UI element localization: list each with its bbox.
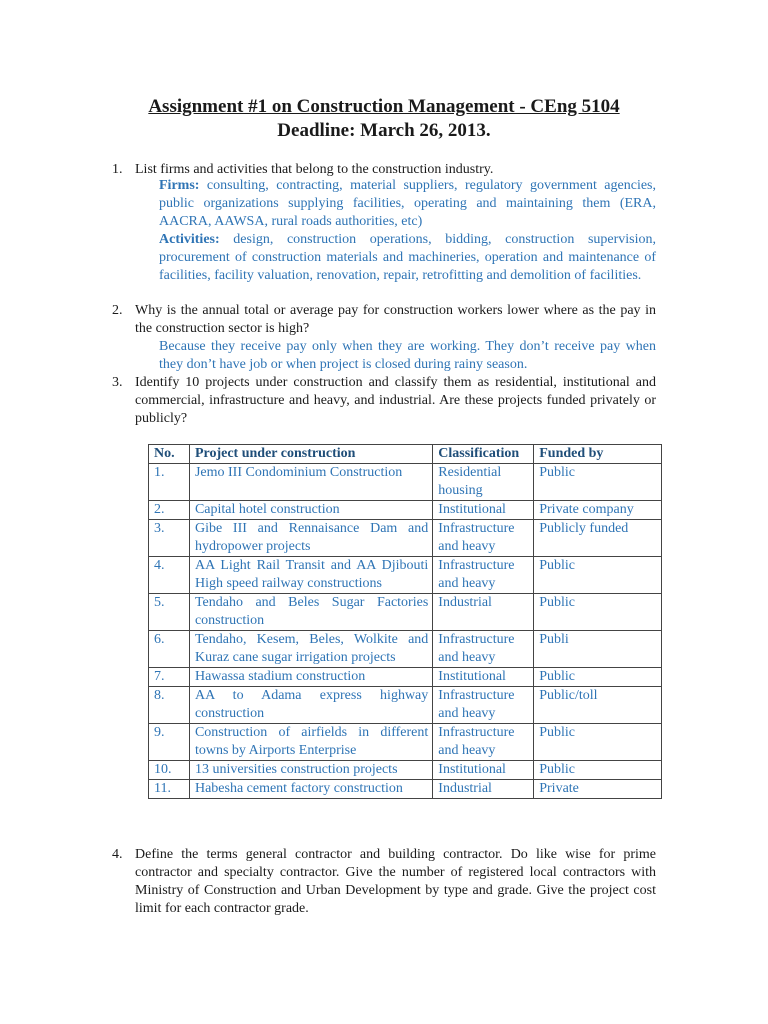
cell-funded-by: Publicly funded xyxy=(534,520,662,557)
firms-label: Firms: xyxy=(159,178,200,193)
cell-classification: Institutional xyxy=(433,501,534,520)
cell-project: Capital hotel construction xyxy=(189,501,432,520)
cell-funded-by: Publi xyxy=(534,631,662,668)
cell-no: 10. xyxy=(149,761,190,780)
cell-classification: Industrial xyxy=(433,594,534,631)
cell-project: Tendaho, Kesem, Beles, Wolkite and Kuraz cane sugar irrigation projects xyxy=(189,631,432,668)
question-number: 1. xyxy=(112,162,123,177)
question-number: 4. xyxy=(112,847,123,862)
cell-no: 11. xyxy=(149,780,190,799)
question-number: 2. xyxy=(112,303,123,318)
answer-1-firms xyxy=(159,177,656,231)
table-row xyxy=(149,761,662,780)
firms-text: consulting, contracting, material suppliers, regulatory government agencies, public organizations supplying facilities, operating and maintaining them (ERA, AACRA, AAWSA, rural roads authorities, etc) xyxy=(159,178,656,229)
cell-funded-by: Public xyxy=(534,724,662,761)
answer-2: Because they receive pay only when they are working. They don’t receive pay when they don’t have job or when project is closed during rainy season. xyxy=(159,339,656,372)
table-row xyxy=(149,724,662,761)
cell-no: 5. xyxy=(149,594,190,631)
cell-no: 8. xyxy=(149,687,190,724)
cell-project: Habesha cement factory construction xyxy=(189,780,432,799)
question-text: Identify 10 projects under construction and classify them as residential, institutional and commercial, infrastructure and heavy, and industrial. Are these projects funded privately or publicly? xyxy=(135,375,656,426)
table-row xyxy=(149,687,662,724)
cell-classification: Institutional xyxy=(433,668,534,687)
cell-no: 1. xyxy=(149,464,190,501)
table-row xyxy=(149,501,662,520)
activities-text: design, construction operations, bidding, construction supervision, procurement of construction materials and machineries, operation and maintenance of facilities, facility valuation, renovation, repair, retrofitting and demolition of facilities. xyxy=(159,232,656,283)
question-number: 3. xyxy=(112,375,123,390)
header-no: No. xyxy=(149,445,190,464)
table-row xyxy=(149,464,662,501)
table-row xyxy=(149,557,662,594)
cell-classification: Infrastructure and heavy xyxy=(433,557,534,594)
cell-classification: Infrastructure and heavy xyxy=(433,631,534,668)
header-project: Project under construction xyxy=(189,445,432,464)
activities-label: Activities: xyxy=(159,232,220,247)
cell-classification: Infrastructure and heavy xyxy=(433,724,534,761)
cell-project: AA to Adama express highway construction xyxy=(189,687,432,724)
header-classification: Classification xyxy=(433,445,534,464)
answer-1-activities xyxy=(159,231,656,285)
cell-project: Jemo III Condominium Construction xyxy=(189,464,432,501)
cell-funded-by: Private xyxy=(534,780,662,799)
cell-classification: Infrastructure and heavy xyxy=(433,687,534,724)
cell-classification: Infrastructure and heavy xyxy=(433,520,534,557)
cell-no: 9. xyxy=(149,724,190,761)
question-2 xyxy=(112,302,656,338)
cell-funded-by: Public xyxy=(534,557,662,594)
question-text: Define the terms general contractor and building contractor. Do like wise for prime contractor and specialty contractor. Give the number of registered local contractors with Ministry of Construction and Urban Development by type and grade. Give the project cost limit for each contractor grade. xyxy=(135,847,656,916)
table-row xyxy=(149,668,662,687)
cell-classification: Industrial xyxy=(433,780,534,799)
deadline-heading: Deadline: March 26, 2013. xyxy=(277,120,491,141)
cell-no: 2. xyxy=(149,501,190,520)
cell-funded-by: Public xyxy=(534,594,662,631)
cell-project: Hawassa stadium construction xyxy=(189,668,432,687)
cell-no: 6. xyxy=(149,631,190,668)
cell-no: 3. xyxy=(149,520,190,557)
cell-funded-by: Public xyxy=(534,464,662,501)
cell-funded-by: Public xyxy=(534,761,662,780)
cell-classification: Residential housing xyxy=(433,464,534,501)
question-text: List firms and activities that belong to the construction industry. xyxy=(135,162,494,177)
cell-classification: Institutional xyxy=(433,761,534,780)
table-row xyxy=(149,594,662,631)
cell-project: AA Light Rail Transit and AA Djibouti High speed railway constructions xyxy=(189,557,432,594)
cell-project: 13 universities construction projects xyxy=(189,761,432,780)
cell-project: Gibe III and Rennaisance Dam and hydropower projects xyxy=(189,520,432,557)
cell-funded-by: Private company xyxy=(534,501,662,520)
table-row xyxy=(149,631,662,668)
cell-no: 4. xyxy=(149,557,190,594)
question-4 xyxy=(112,846,656,918)
table-row xyxy=(149,780,662,799)
table-row xyxy=(149,520,662,557)
header-funded-by: Funded by xyxy=(534,445,662,464)
cell-funded-by: Public/toll xyxy=(534,687,662,724)
cell-project: Construction of airfields in different towns by Airports Enterprise xyxy=(189,724,432,761)
question-3 xyxy=(112,374,656,428)
question-text: Why is the annual total or average pay for construction workers lower where as the pay in the construction sector is high? xyxy=(135,303,656,336)
cell-no: 7. xyxy=(149,668,190,687)
cell-project: Tendaho and Beles Sugar Factories construction xyxy=(189,594,432,631)
cell-funded-by: Public xyxy=(534,668,662,687)
projects-table xyxy=(148,444,662,799)
assignment-title: Assignment #1 on Construction Management - CEng 5104 xyxy=(148,96,620,117)
table-header-row xyxy=(149,445,662,464)
